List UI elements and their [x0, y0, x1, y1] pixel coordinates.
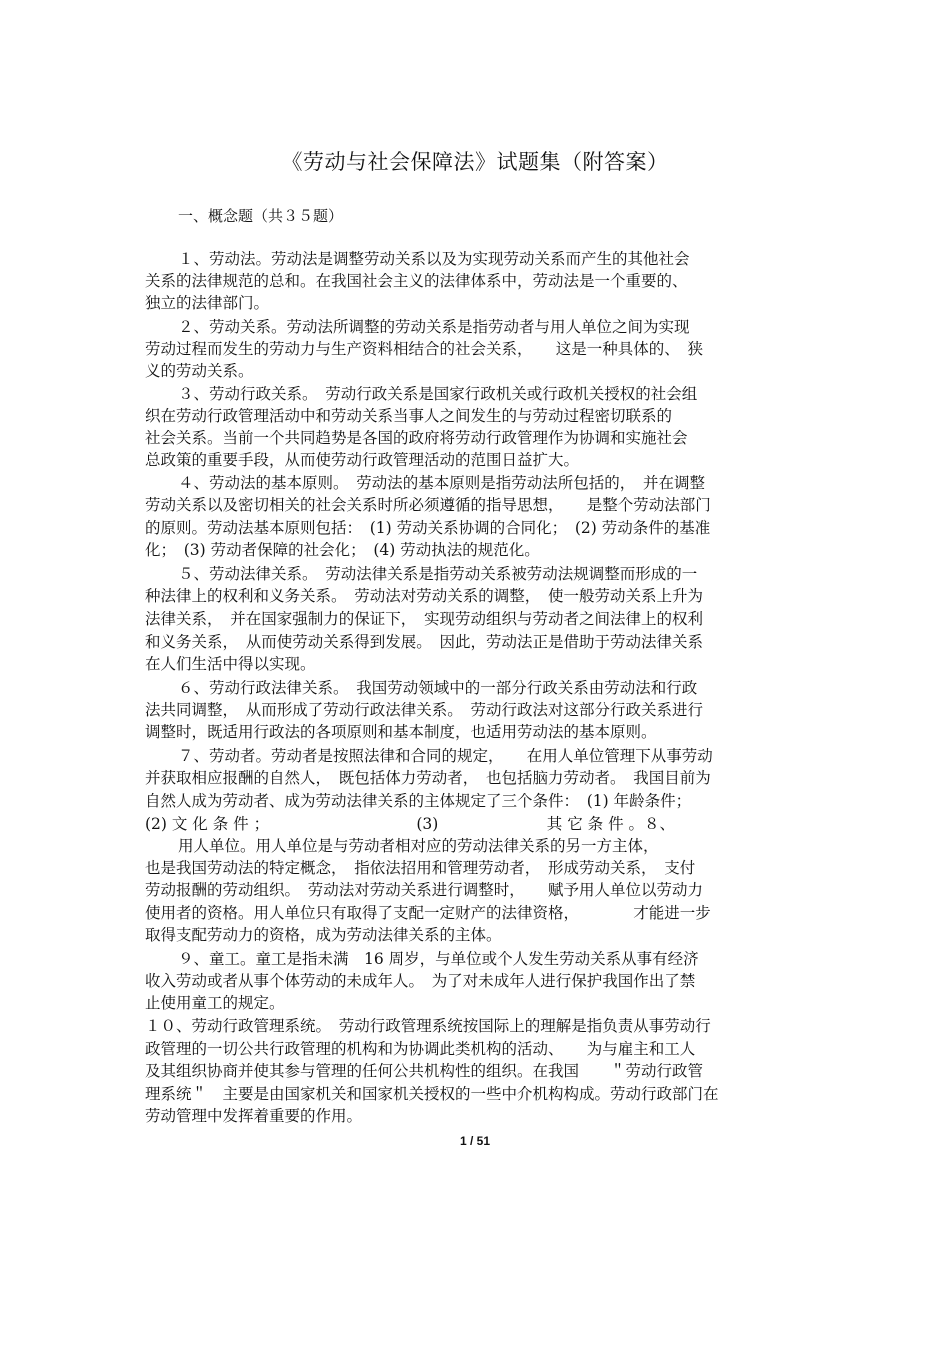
text-line: ７、劳动者。劳动者是按照法律和合同的规定， 在用人单位管理下从事劳动: [178, 747, 713, 765]
section-heading: 一、概念题（共３５题）: [178, 207, 344, 225]
text-line: １０、劳动行政管理系统。 劳动行政管理系统按国际上的理解是指负责从事劳动行: [145, 1017, 711, 1035]
text-line: 自然人成为劳动者、成为劳动法律关系的主体规定了三个条件： (1) 年龄条件；: [145, 792, 692, 810]
text-line: 义的劳动关系。: [145, 362, 254, 380]
text-line: 法律关系， 并在国家强制力的保证下， 实现劳动组织与劳动者之间法律上的权利: [145, 610, 704, 628]
text-line: ９、童工。童工是指未满 16 周岁，与单位或个人发生劳动关系从事有经济: [178, 950, 699, 968]
text-line: 调整时，既适用行政法的各项原则和基本制度，也适用劳动法的基本原则。: [145, 723, 657, 741]
text-line: ６、劳动行政法律关系。 我国劳动领域中的一部分行政关系由劳动法和行政: [178, 679, 698, 697]
text-line: ２、劳动关系。劳动法所调整的劳动关系是指劳动者与用人单位之间为实现: [178, 318, 690, 336]
text-line: 劳动管理中发挥着重要的作用。: [145, 1107, 363, 1125]
text-line: (2) 文 化 条 件 ； (3) 其 它 条 件 。８、: [145, 815, 676, 833]
text-line: 也是我国劳动法的特定概念， 指依法招用和管理劳动者， 形成劳动关系， 支付: [145, 859, 696, 877]
text-line: 织在劳动行政管理活动中和劳动关系当事人之间发生的与劳动过程密切联系的: [145, 407, 673, 425]
text-line: 和义务关系， 从而使劳动关系得到发展。 因此，劳动法正是借助于劳动法律关系: [145, 633, 704, 651]
text-line: 使用者的资格。用人单位只有取得了支配一定财产的法律资格， 才能进一步: [145, 904, 711, 922]
text-line: １、劳动法。劳动法是调整劳动关系以及为实现劳动关系而产生的其他社会: [178, 250, 690, 268]
page-number: 1 / 51: [459, 1134, 491, 1148]
text-line: 总政策的重要手段，从而使劳动行政管理活动的范围日益扩大。: [145, 451, 580, 469]
text-line: 止使用童工的规定。: [145, 994, 285, 1012]
text-line: 劳动过程而发生的劳动力与生产资料相结合的社会关系， 这是一种具体的、 狭: [145, 340, 704, 358]
text-line: 劳动关系以及密切相关的社会关系时所必须遵循的指导思想， 是整个劳动法部门: [145, 496, 711, 514]
text-line: ３、劳动行政关系。 劳动行政关系是国家行政机关或行政机关授权的社会组: [178, 385, 698, 403]
text-line: 化； (3) 劳动者保障的社会化； (4) 劳动执法的规范化。: [145, 541, 540, 559]
text-line: 取得支配劳动力的资格，成为劳动法律关系的主体。: [145, 926, 502, 944]
text-line: 收入劳动或者从事个体劳动的未成年人。 为了对未成年人进行保护我国作出了禁: [145, 972, 696, 990]
text-line: 政管理的一切公共行政管理的机构和为协调此类机构的活动、 为与雇主和工人: [145, 1040, 696, 1058]
text-line: 并获取相应报酬的自然人， 既包括体力劳动者， 也包括脑力劳动者。 我国目前为: [145, 769, 711, 787]
text-line: 劳动报酬的劳动组织。 劳动法对劳动关系进行调整时， 赋予用人单位以劳动力: [145, 881, 704, 899]
text-line: 种法律上的权利和义务关系。 劳动法对劳动关系的调整， 使一般劳动关系上升为: [145, 587, 704, 605]
text-line: 理系统＂ 主要是由国家机关和国家机关授权的一些中介机构构成。劳动行政部门在: [145, 1085, 719, 1103]
document-title: 《劳动与社会保障法》试题集（附答案）: [281, 150, 669, 174]
text-line: 在人们生活中得以实现。: [145, 655, 316, 673]
text-line: 法共同调整， 从而形成了劳动行政法律关系。 劳动行政法对这部分行政关系进行: [145, 701, 704, 719]
text-line: ５、劳动法律关系。 劳动法律关系是指劳动关系被劳动法规调整而形成的一: [178, 565, 698, 583]
text-line: 的原则。劳动法基本原则包括： (1) 劳动关系协调的合同化； (2) 劳动条件的基准: [145, 519, 711, 537]
text-line: 用人单位。用人单位是与劳动者相对应的劳动法律关系的另一方主体，: [178, 837, 659, 855]
text-line: ４、劳动法的基本原则。 劳动法的基本原则是指劳动法所包括的， 并在调整: [178, 474, 706, 492]
text-line: 关系的法律规范的总和。在我国社会主义的法律体系中，劳动法是一个重要的、: [145, 272, 688, 290]
text-line: 独立的法律部门。: [145, 294, 270, 312]
text-line: 及其组织协商并使其参与管理的任何公共机构性的组织。在我国 ＂劳动行政管: [145, 1062, 704, 1080]
text-line: 社会关系。当前一个共同趋势是各国的政府将劳动行政管理作为协调和实施社会: [145, 429, 688, 447]
